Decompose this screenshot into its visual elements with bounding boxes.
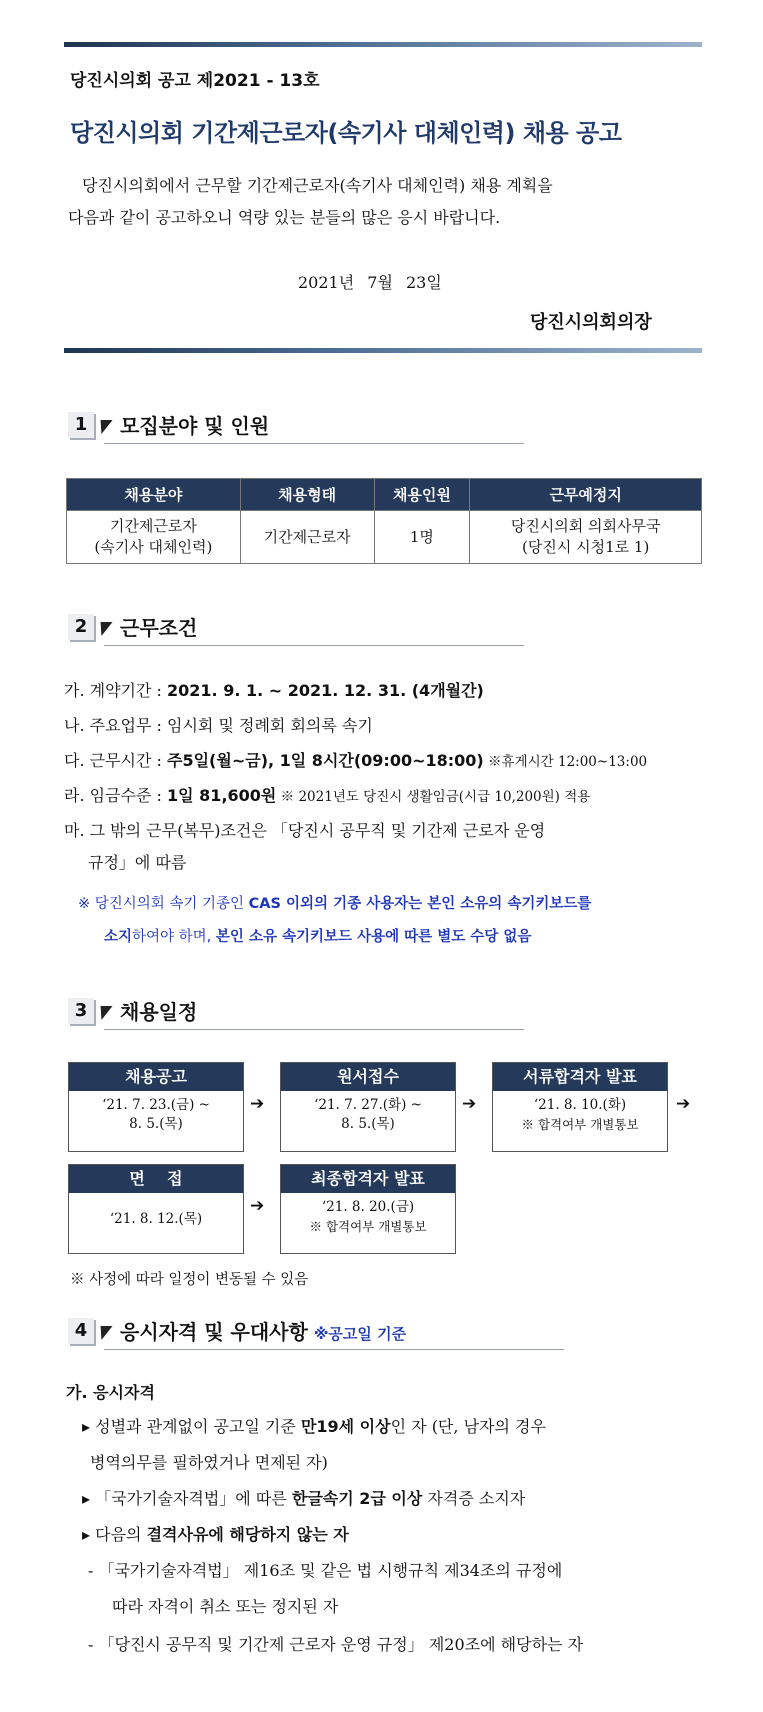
notice-text: ※ 당진시의회 속기 기종인: [78, 896, 249, 912]
section-title: 채용일정: [120, 1000, 198, 1024]
condition-contract-period: [64, 678, 484, 701]
keyboard-notice: [78, 892, 591, 913]
step-line: ※ 합격여부 개별통보: [309, 1219, 427, 1234]
condition-label: 다. 근무시간 :: [64, 751, 168, 770]
condition-other: [64, 818, 545, 873]
qualification-license: [82, 1486, 525, 1509]
q-emphasis: 결격사유에 해당하지 않는 자: [146, 1525, 349, 1544]
qualification-age: [82, 1414, 546, 1437]
arrow-right-icon: ➔: [250, 1094, 265, 1114]
section-underline: [104, 645, 524, 646]
condition-work-hours: [64, 748, 647, 771]
section-marker-icon: [95, 622, 112, 636]
cell-line: (당진시 시청1로 1): [522, 538, 650, 556]
arrow-right-icon: ➔: [462, 1094, 477, 1114]
condition-note: ※ 2021년도 당진시 생활임금(시급 10,200원) 적용: [276, 789, 591, 805]
section-underline: [104, 1029, 524, 1030]
qualification-age-line2: 병역의무를 필하였거나 면제된 자): [90, 1453, 328, 1472]
step-body: [281, 1091, 455, 1134]
notice-emphasis: 본인 소유 속기키보드 사용에 따른 별도 수당 없음: [215, 929, 532, 945]
condition-main-duty: [64, 713, 373, 736]
section-1-heading: [64, 410, 524, 444]
step-body: [69, 1091, 243, 1134]
table-row: [67, 511, 702, 564]
section-4-heading: [64, 1316, 564, 1350]
section-number: 2: [68, 614, 94, 640]
column-header: 채용인원: [374, 479, 470, 511]
q-text: ▸ 「국가기술자격법」에 따른: [82, 1489, 292, 1508]
section-marker-icon: [95, 1006, 112, 1020]
step-line: ‘21. 7. 27.(화) ~: [314, 1097, 422, 1113]
step-line: 8. 5.(목): [129, 1116, 183, 1132]
condition-line: 마. 그 밖의 근무(복무)조건은 「당진시 공무직 및 기간제 근로자 운영: [64, 821, 546, 840]
arrow-right-icon: ➔: [676, 1094, 691, 1114]
schedule-step-document-result: [492, 1062, 668, 1152]
schedule-step-interview: [68, 1164, 244, 1254]
cell-type: 기간제근로자: [240, 511, 374, 564]
step-title: 원서접수: [281, 1063, 455, 1091]
q-text: ▸ 다음의: [82, 1525, 147, 1544]
notice-date: 2021년 7월 23일: [298, 273, 442, 292]
step-title: 서류합격자 발표: [493, 1063, 667, 1091]
schedule-step-application: [280, 1062, 456, 1152]
condition-value: 주5일(월~금), 1일 8시간(09:00~18:00): [167, 751, 484, 770]
step-body: [281, 1193, 455, 1236]
condition-label: 라. 임금수준 :: [64, 786, 168, 805]
step-line: ‘21. 8. 20.(금): [321, 1199, 415, 1215]
step-line: ※ 합격여부 개별통보: [521, 1117, 639, 1132]
q-text: ▸ 성별과 관계없이 공고일 기준: [82, 1417, 301, 1436]
step-title: 최종합격자 발표: [281, 1165, 455, 1193]
cell-line: (속기사 대체인력): [94, 538, 213, 556]
section-3-heading: [64, 996, 524, 1030]
cell-count: 1명: [374, 511, 470, 564]
page-title: 당진시의회 기간제근로자(속기사 대체인력) 채용 공고: [70, 119, 622, 147]
section-marker-icon: [95, 420, 112, 434]
section-underline: [104, 1349, 564, 1350]
qualification-disqualification: [82, 1522, 349, 1545]
section-marker-icon: [95, 1326, 112, 1340]
condition-line: 규정」에 따름: [88, 853, 187, 872]
section-underline: [104, 443, 524, 444]
schedule-note: ※ 사정에 따라 일정이 변동될 수 있음: [70, 1272, 309, 1288]
section-number: 4: [68, 1318, 94, 1344]
intro-paragraph: [68, 170, 708, 234]
step-body: [69, 1193, 243, 1229]
step-line: ‘21. 8. 10.(화): [533, 1097, 627, 1113]
section-2-heading: [64, 612, 524, 646]
column-header: 근무예정지: [470, 479, 702, 511]
section-title: [120, 1316, 406, 1345]
step-title: 면 접: [69, 1165, 243, 1193]
recruitment-table: [66, 478, 702, 564]
condition-value: 2021. 9. 1. ~ 2021. 12. 31. (4개월간): [167, 681, 484, 700]
cell-line: 기간제근로자: [109, 517, 197, 535]
section-title: 근무조건: [120, 616, 198, 640]
table-header-row: [67, 479, 702, 511]
step-line: ‘21. 7. 23.(금) ~: [102, 1097, 210, 1113]
section-title: 모집분야 및 인원: [120, 414, 270, 438]
schedule-step-final-result: [280, 1164, 456, 1254]
condition-note: ※휴게시간 12:00~13:00: [483, 754, 648, 770]
schedule-step-announcement: [68, 1062, 244, 1152]
notice-emphasis: 소지: [104, 929, 133, 945]
notice-text: 하여야 하며,: [132, 929, 216, 945]
q-text: 인 자 (단, 남자의 경우: [390, 1417, 546, 1436]
disqualification-item-1-line2: 따라 자격이 취소 또는 정지된 자: [112, 1597, 339, 1616]
section-number: 1: [68, 412, 94, 438]
section-number: 3: [68, 998, 94, 1024]
signer: 당진시의회의장: [530, 312, 652, 333]
section-note: ※공고일 기준: [313, 1325, 407, 1343]
disqualification-item-1: - 「국가기술자격법」 제16조 및 같은 법 시행규칙 제34조의 규정에: [88, 1561, 563, 1580]
section-title-text: 응시자격 및 우대사항: [120, 1320, 308, 1344]
top-rule: [64, 42, 702, 47]
qualification-heading: 가. 응시자격: [66, 1383, 155, 1402]
cell-line: 당진시의회 의회사무국: [510, 517, 661, 535]
q-emphasis: 한글속기 2급 이상: [291, 1489, 423, 1508]
intro-line-1: 당진시의회에서 근무할 기간제근로자(속기사 대체인력) 채용 계획을: [82, 176, 553, 195]
condition-label: 나. 주요업무 :: [64, 716, 168, 735]
cell-field: [67, 511, 241, 564]
step-body: [493, 1091, 667, 1134]
notice-emphasis: CAS 이외의 기종 사용자는 본인 소유의 속기키보드를: [248, 896, 592, 912]
q-emphasis: 만19세 이상: [300, 1417, 391, 1436]
column-header: 채용형태: [240, 479, 374, 511]
condition-wage: [64, 783, 590, 806]
header-bottom-rule: [64, 348, 702, 353]
condition-value: 1일 81,600원: [167, 786, 277, 805]
keyboard-notice-line2: [104, 925, 531, 946]
q-text: 자격증 소지자: [422, 1489, 526, 1508]
condition-value: 임시회 및 정례회 회의록 속기: [167, 716, 373, 735]
step-title: 채용공고: [69, 1063, 243, 1091]
disqualification-item-2: - 「당진시 공무직 및 기간제 근로자 운영 규정」 제20조에 해당하는 자: [88, 1635, 584, 1654]
step-line: ‘21. 8. 12.(목): [109, 1211, 203, 1227]
intro-line-2: 다음과 같이 공고하오니 역량 있는 분들의 많은 응시 바랍니다.: [68, 208, 501, 227]
notice-number: 당진시의회 공고 제2021 - 13호: [70, 71, 320, 91]
cell-place: [470, 511, 702, 564]
step-line: 8. 5.(목): [341, 1116, 395, 1132]
condition-label: 가. 계약기간 :: [64, 681, 168, 700]
arrow-right-icon: ➔: [250, 1196, 265, 1216]
column-header: 채용분야: [67, 479, 241, 511]
